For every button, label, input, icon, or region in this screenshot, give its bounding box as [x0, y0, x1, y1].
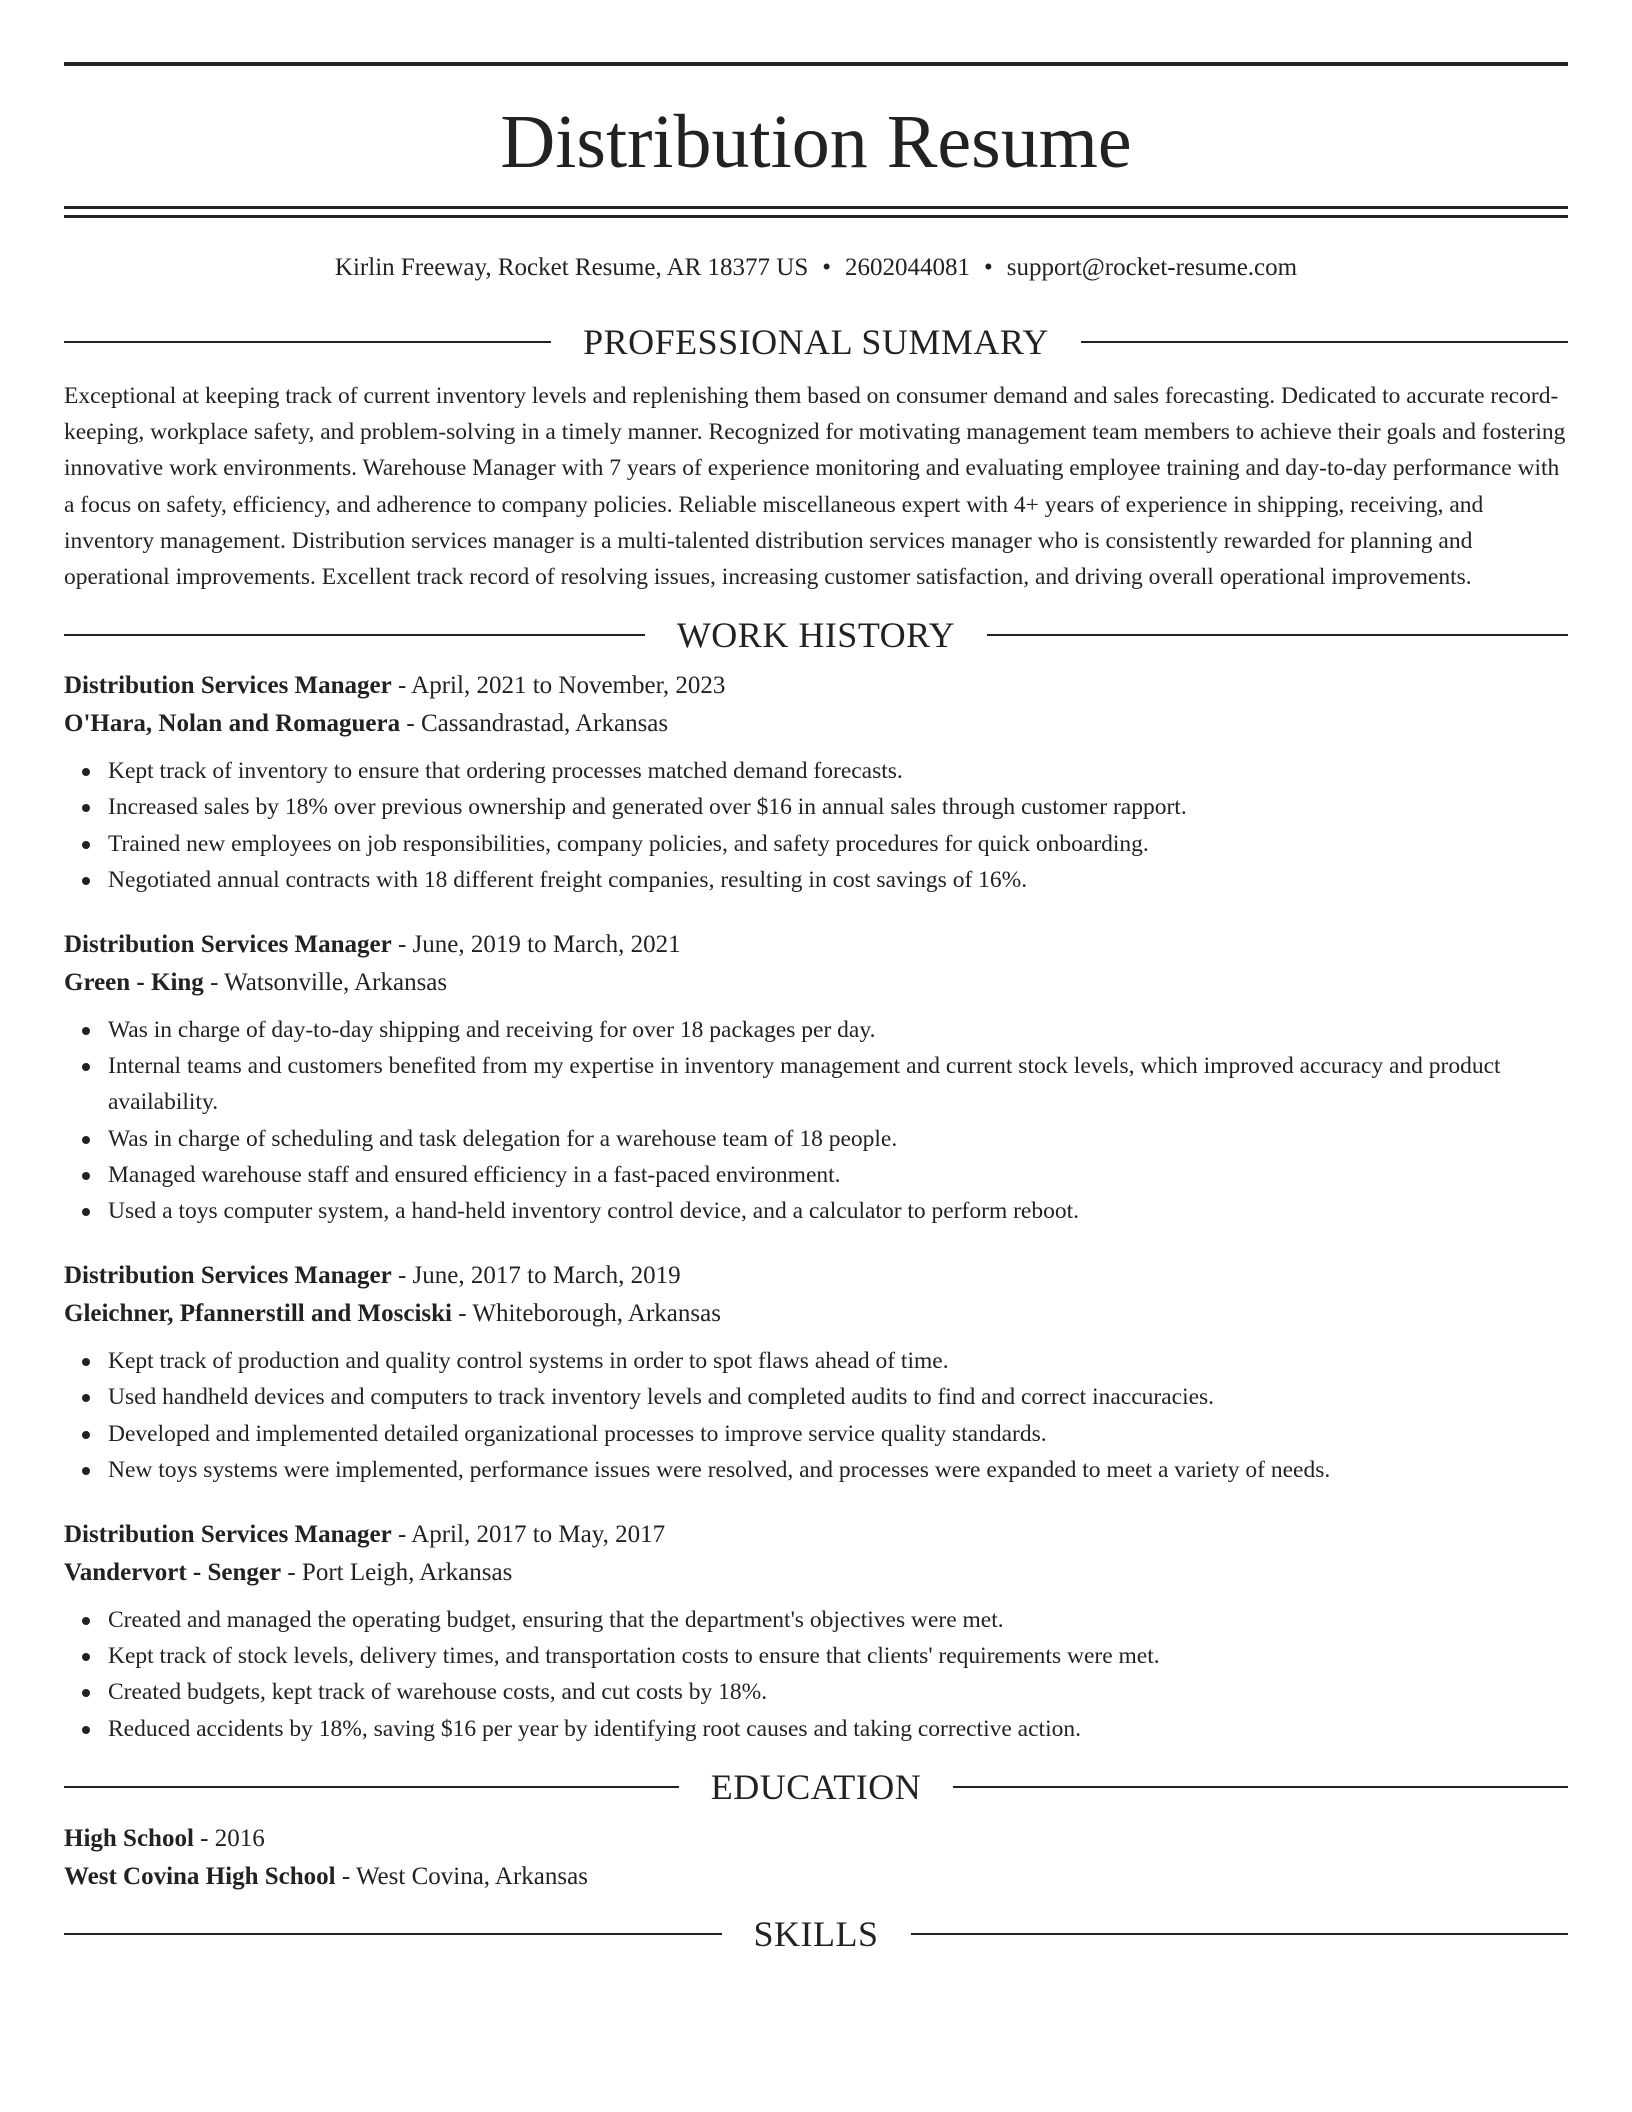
- job-bullets: [64, 1343, 1568, 1488]
- job-bullet: Used a toys computer system, a hand-held inventory control device, and a calculator to perform reboot.: [108, 1193, 1568, 1229]
- job-bullet: Used handheld devices and computers to track inventory levels and completed audits to find and correct inaccuracies.: [108, 1379, 1568, 1415]
- job-title-line: [64, 669, 1568, 703]
- section-title: SKILLS: [753, 1913, 879, 1954]
- resume-page: [64, 0, 1568, 1956]
- job-title-line: [64, 1518, 1568, 1552]
- job-dates: - April, 2017 to May, 2017: [391, 1521, 666, 1549]
- education-school-line: [64, 1860, 1568, 1894]
- company-name: Gleichner, Pfannerstill and Mosciski: [64, 1300, 452, 1328]
- job-bullet: Negotiated annual contracts with 18 different freight companies, resulting in cost savings of 16%.: [108, 862, 1568, 898]
- address-text: Kirlin Freeway, Rocket Resume, AR 18377 US: [334, 254, 809, 281]
- education-entry: [64, 1822, 1568, 1894]
- section-rule: [64, 1786, 679, 1788]
- job-bullet: Developed and implemented detailed organizational processes to improve service quality standards.: [108, 1416, 1568, 1452]
- section-header-education: [64, 1765, 1568, 1809]
- job-bullet: Internal teams and customers benefited from my expertise in inventory management and current stock levels, which improved accuracy and product availability.: [108, 1048, 1568, 1120]
- phone-text: 2602044081: [845, 254, 971, 281]
- section-header-skills: [64, 1912, 1568, 1956]
- job-company-line: [64, 966, 1568, 1000]
- top-rule: [64, 62, 1568, 66]
- contact-separator: •: [984, 254, 993, 281]
- job-bullets: [64, 1012, 1568, 1229]
- job-bullet: Was in charge of day-to-day shipping and receiving for over 18 packages per day.: [108, 1012, 1568, 1048]
- school-location: - West Covina, Arkansas: [335, 1862, 588, 1890]
- resume-title: Distribution Resume: [500, 100, 1132, 184]
- education-degree-line: [64, 1822, 1568, 1856]
- summary-text: Exceptional at keeping track of current inventory levels and replenishing them based on consumer demand and sales forecasting. Dedicated to accurate record-keeping, workplace safety, and problem-solving in a timely manner. Recognized for motivating management team members to achieve their goals and fostering innovative work environments. Warehouse Manager with 7 years of experience monitoring and evaluating employee training and day-to-day performance with a focus on safety, efficiency, and adherence to company policies. Reliable miscellaneous expert with 4+ years of experience in shipping, receiving, and inventory management. Distribution services manager is a multi-talented distribution services manager who is consistently rewarded for planning and operational improvements. Excellent track record of resolving issues, increasing customer satisfaction, and driving overall operational improvements.: [64, 383, 1566, 591]
- job-entry: [64, 669, 1568, 898]
- job-title: Distribution Services Manager: [64, 1262, 392, 1290]
- job-entry: [64, 1518, 1568, 1747]
- section-title: EDUCATION: [710, 1766, 922, 1807]
- job-bullet: Reduced accidents by 18%, saving $16 per year by identifying root causes and taking corrective action.: [108, 1711, 1568, 1747]
- job-title: Distribution Services Manager: [64, 672, 392, 700]
- section-rule: [911, 1933, 1569, 1935]
- contact-separator: •: [822, 254, 832, 281]
- company-name: O'Hara, Nolan and Romaguera: [64, 710, 401, 738]
- job-dates: - April, 2021 to November, 2023: [391, 672, 726, 700]
- title-double-rule: [64, 206, 1568, 218]
- job-dates: - June, 2017 to March, 2019: [391, 1262, 681, 1290]
- job-bullet: Kept track of production and quality control systems in order to spot flaws ahead of time.: [108, 1343, 1568, 1379]
- job-entry: [64, 1259, 1568, 1488]
- job-title-line: [64, 1259, 1568, 1293]
- section-rule: [987, 634, 1568, 636]
- job-bullet: New toys systems were implemented, performance issues were resolved, and processes were expanded to meet a variety of needs.: [108, 1452, 1568, 1488]
- job-company-line: [64, 1297, 1568, 1331]
- job-company-line: [64, 707, 1568, 741]
- company-location: - Cassandrastad, Arkansas: [400, 710, 669, 738]
- school-name: West Covina High School: [64, 1862, 336, 1890]
- job-dates: - June, 2019 to March, 2021: [391, 931, 681, 959]
- job-company-line: [64, 1556, 1568, 1590]
- job-bullets: [64, 753, 1568, 898]
- company-location: - Port Leigh, Arkansas: [281, 1559, 513, 1587]
- section-rule: [64, 1933, 722, 1935]
- company-location: - Watsonville, Arkansas: [203, 969, 448, 997]
- degree-name: High School: [64, 1824, 194, 1852]
- company-name: Green - King: [64, 969, 204, 997]
- job-bullet: Increased sales by 18% over previous ownership and generated over $16 in annual sales through customer rapport.: [108, 789, 1568, 825]
- job-bullet: Created and managed the operating budget, ensuring that the department's objectives were met.: [108, 1602, 1568, 1638]
- section-title: WORK HISTORY: [676, 615, 956, 656]
- job-bullet: Kept track of inventory to ensure that ordering processes matched demand forecasts.: [108, 753, 1568, 789]
- job-title-line: [64, 928, 1568, 962]
- job-bullet: Created budgets, kept track of warehouse costs, and cut costs by 18%.: [108, 1674, 1568, 1710]
- section-rule: [64, 341, 551, 343]
- company-name: Vandervort - Senger: [64, 1559, 282, 1587]
- job-bullets: [64, 1602, 1568, 1747]
- section-rule: [1081, 341, 1568, 343]
- section-header-work-history: [64, 613, 1568, 657]
- company-location: - Whiteborough, Arkansas: [451, 1300, 721, 1328]
- job-title: Distribution Services Manager: [64, 931, 392, 959]
- job-entry: [64, 928, 1568, 1229]
- email-text: support@rocket-resume.com: [1006, 254, 1298, 281]
- job-bullet: Managed warehouse staff and ensured efficiency in a fast-paced environment.: [108, 1157, 1568, 1193]
- section-header-summary: [64, 320, 1568, 364]
- section-rule: [64, 634, 645, 636]
- section-rule: [953, 1786, 1568, 1788]
- contact-line: [64, 253, 1568, 283]
- job-bullet: Trained new employees on job responsibilities, company policies, and safety procedures for quick onboarding.: [108, 826, 1568, 862]
- job-title: Distribution Services Manager: [64, 1521, 392, 1549]
- job-bullet: Kept track of stock levels, delivery times, and transportation costs to ensure that clients' requirements were met.: [108, 1638, 1568, 1674]
- job-bullet: Was in charge of scheduling and task delegation for a warehouse team of 18 people.: [108, 1121, 1568, 1157]
- degree-year: - 2016: [193, 1824, 265, 1852]
- section-title: PROFESSIONAL SUMMARY: [583, 322, 1049, 362]
